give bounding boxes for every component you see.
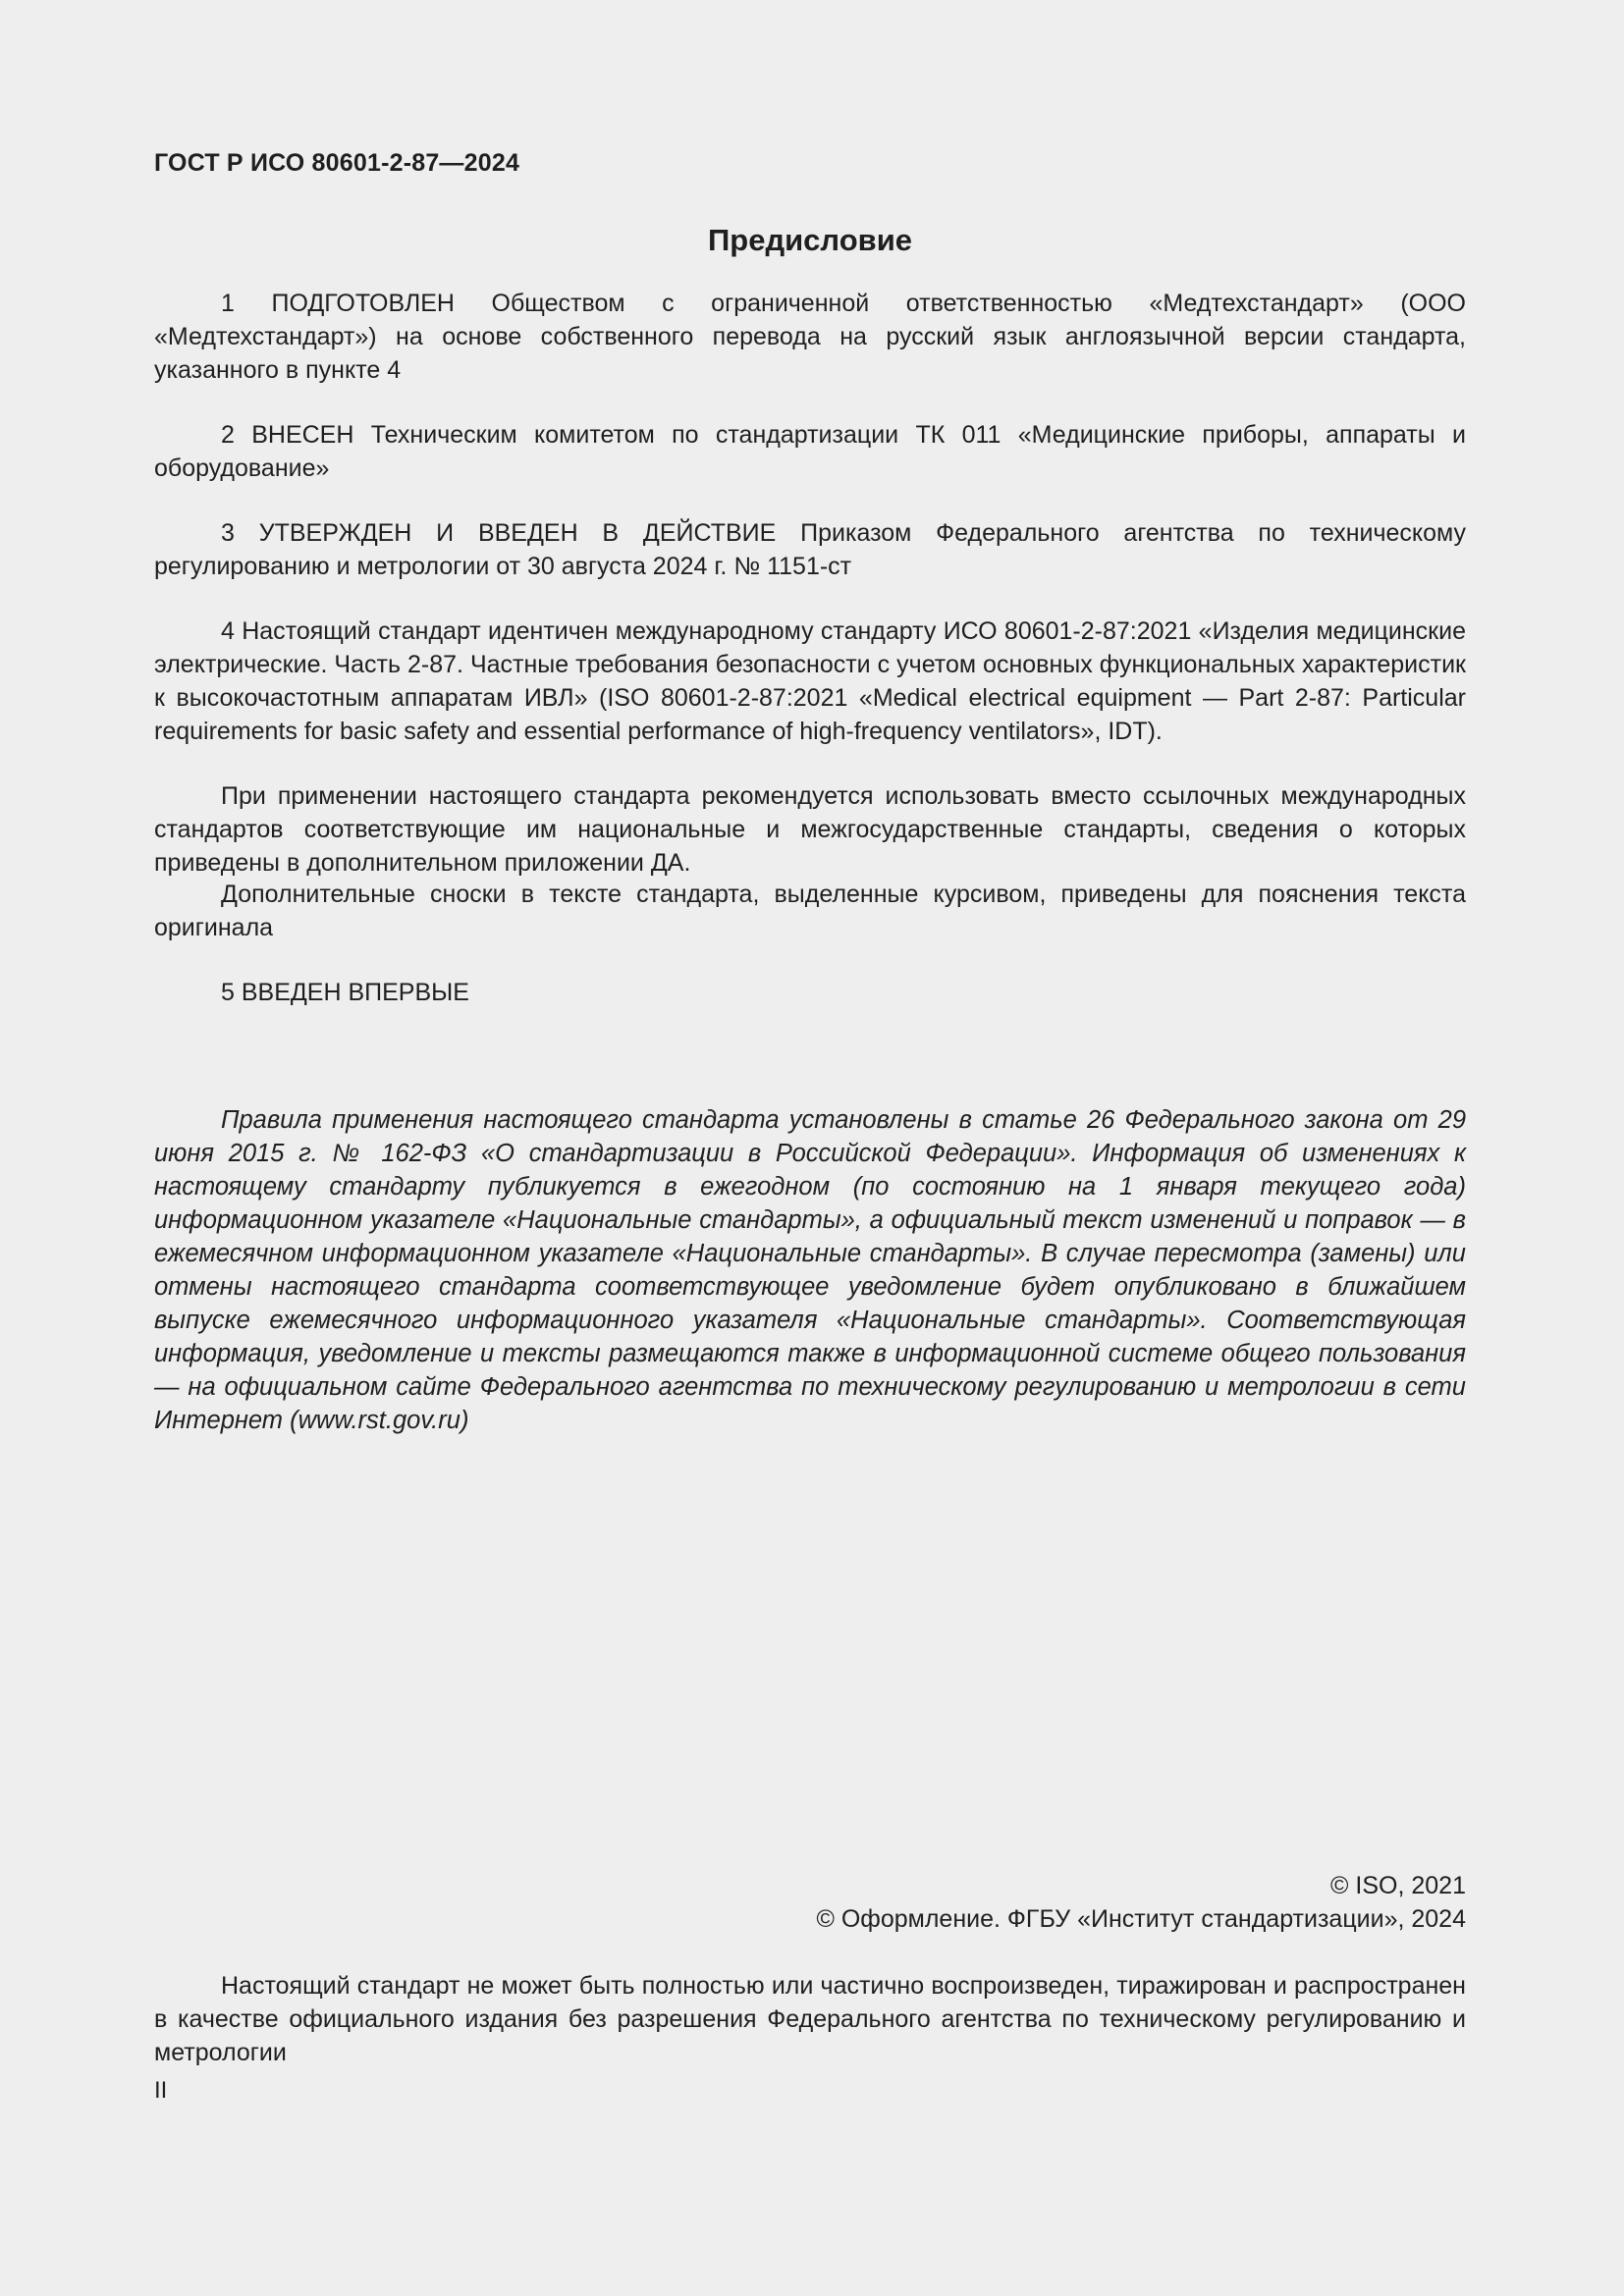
document-page	[154, 0, 1466, 2296]
document-header: ГОСТ Р ИСО 80601-2-87—2024	[154, 149, 520, 177]
preface-item-4: 4 Настоящий стандарт идентичен международному стандарту ИСО 80601-2-87:2021 «Изделия медицинские электрические. Часть 2-87. Частные требования безопасности с учетом основных функциональных характеристик к высокочастотным аппаратам ИВЛ» (ISO 80601-2-87:2021 «Medical electrical equipment — Part 2-87: Particular requirements for basic safety and essential performance of high-frequency ventilators», IDT).	[154, 617, 1466, 745]
preface-item-4-note-1: При применении настоящего стандарта рекомендуется использовать вместо ссылочных международных стандартов соответствующие им национальные и межгосударственные стандарты, сведения о которых приведены в дополнительном приложении ДА.	[154, 782, 1466, 877]
reproduction-notice: Настоящий стандарт не может быть полностью или частично воспроизведен, тиражирован и распространен в качестве официального издания без разрешения Федерального агентства по техническому регулированию и метрологии	[154, 1972, 1466, 2066]
preface-item-3: 3 УТВЕРЖДЕН И ВВЕДЕН В ДЕЙСТВИЕ Приказом Федерального агентства по техническому регулированию и метрологии от 30 августа 2024 г. № 1151-ст	[154, 519, 1466, 580]
section-title: Предисловие	[707, 223, 912, 257]
page-number: II	[154, 2077, 168, 2104]
standard-application-notice: Правила применения настоящего стандарта установлены в статье 26 Федерального закона от 29 июня 2015 г. № 162-ФЗ «О стандартизации в Российской Федерации». Информация об изменениях к настоящему стандарту публикуется в ежегодном (по состоянию на 1 января текущего года) информационном указателе «Национальные стандарты», а официальный текст изменений и поправок — в ежемесячном информационном указателе «Национальные стандарты». В случае пересмотра (замены) или отмены настоящего стандарта соответствующее уведомление будет опубликовано в ближайшем выпуске ежемесячного информационного указателя «Национальные стандарты». Соответствующая информация, уведомление и тексты размещаются также в информационной системе общего пользования — на официальном сайте Федерального агентства по техническому регулированию и метрологии в сети Интернет (www.rst.gov.ru)	[154, 1106, 1466, 1434]
preface-item-1: 1 ПОДГОТОВЛЕН Обществом с ограниченной ответственностью «Медтехстандарт» (ООО «Медтехстандарт») на основе собственного перевода на русский язык англоязычной версии стандарта, указанного в пункте 4	[154, 290, 1466, 384]
copyright-iso: © ISO, 2021	[1330, 1872, 1466, 1899]
copyright-design: © Оформление. ФГБУ «Институт стандартизации», 2024	[816, 1905, 1466, 1933]
preface-item-2: 2 ВНЕСЕН Техническим комитетом по стандартизации ТК 011 «Медицинские приборы, аппараты и оборудование»	[154, 421, 1466, 482]
preface-item-4-note-2: Дополнительные сноски в тексте стандарта, выделенные курсивом, приведены для пояснения текста оригинала	[154, 881, 1466, 941]
preface-item-5: 5 ВВЕДЕН ВПЕРВЫЕ	[221, 979, 469, 1006]
